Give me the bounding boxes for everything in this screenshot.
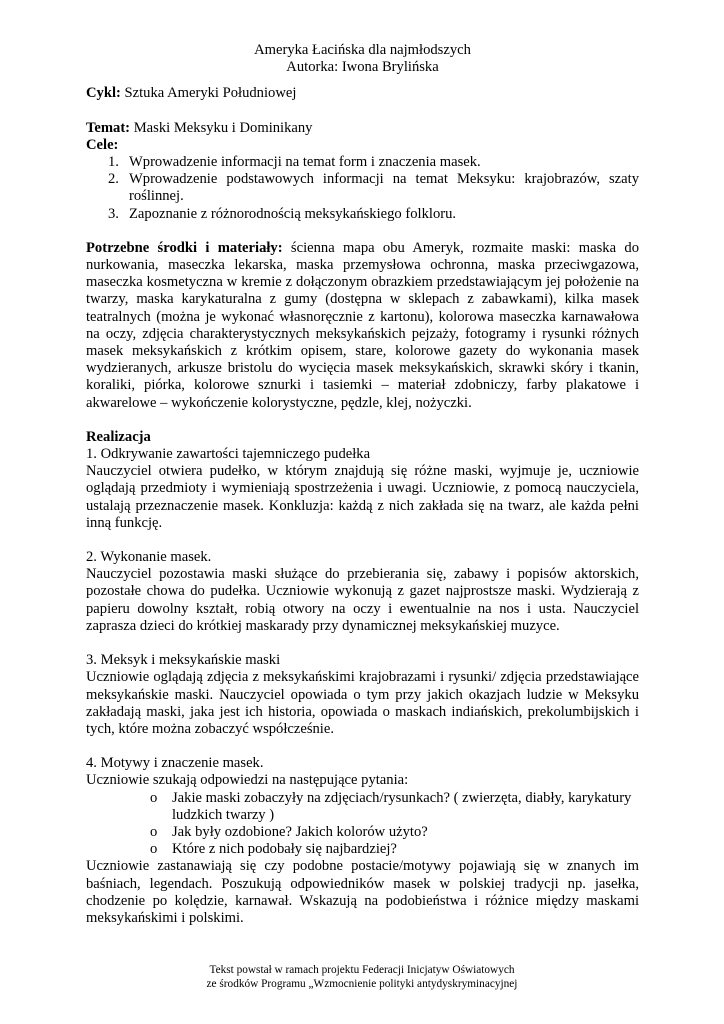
section-heading: 4. Motywy i znaczenie masek. — [86, 755, 264, 772]
materials-label: Potrzebne środki i materiały: — [86, 239, 283, 256]
footer-line: ze środków Programu „Wzmocnienie polityki antydyskryminacyjnej — [206, 978, 518, 990]
document-author: Autorka: Iwona Brylińska — [286, 59, 439, 76]
goal-item: 2. Wprowadzenie podstawowych informacji na temat Meksyku: krajobrazów, szaty roślinnej. — [108, 171, 639, 205]
questions-list — [86, 790, 639, 859]
section-intro: Uczniowie szukają odpowiedzi na następujące pytania: — [86, 772, 409, 789]
materials-text: ścienna mapa obu Ameryk, rozmaite maski: maska do nurkowania, maseczka lekarska, maska przemysłowa ochronna, maska przeciwgazowa, maseczka kosmetyczna w kremie z dołączonym obrazkiem przedstawiającym jej położenie na twarzy, maska karykaturalna z gumy (dostępna w sklepach z zabawkami), kilka masek teatralnych (można je wykonać własnoręcznie z kartonu), kolorowa maseczka karnawałowa na oczy, zdjęcia charakterystycznych meksykańskich pejzaży, fotogramy i rysunki różnych masek meksykańskich z krótkim opisem, stare, kolorowe gazety do wykonania masek wydzieranych, arkusze bristolu do wycięcia masek meksykańskich, skrawki skóry i tkanin, koraliki, piórka, kolorowe sznurki i tasiemki – materiał zdobniczy, farby plakatowe i akwarelowe – wykończenie kolorystyczne, pędzle, klej, nożyczki. — [86, 239, 639, 411]
section-heading: 1. Odkrywanie zawartości tajemniczego pudełka — [86, 446, 371, 463]
topic-line — [86, 120, 639, 137]
document-body — [86, 42, 639, 927]
bullet-icon: o — [150, 823, 158, 840]
realization-heading: Realizacja — [86, 428, 151, 445]
goals-heading: Cele: — [86, 136, 119, 153]
section-text: Nauczyciel pozostawia maski służące do przebierania się, zabawy i popisów aktorskich, pozostałe chowa do pudełka. Uczniowie wykonują z gazet najprostsze maski. Wydzierają z papieru dowolny kształt, robią otwory na oczy i ewentualnie na nos i usta. Nauczyciel zaprasza dzieci do krótkiej maskarady przy dynamicznej meksykańskiej muzyce. — [86, 566, 639, 634]
section-text: Nauczyciel otwiera pudełko, w którym znajdują się różne maski, wyjmuje je, uczniowie oglądają przedmioty i wymieniają spostrzeżenia i uwagi. Uczniowie, z pomocą nauczyciela, ustalają przeznaczenie masek. Konkluzja: każdą z nich zakłada się na twarz, ale każda pełni inną funkcję. — [86, 463, 639, 531]
goal-item: 3. Zapoznanie z różnorodnością meksykańskiego folkloru. — [108, 205, 457, 222]
section-heading: 2. Wykonanie masek. — [86, 549, 212, 566]
question-item: o Które z nich podobały się najbardziej? — [150, 841, 397, 858]
topic-value: Maski Meksyku i Dominikany — [130, 119, 313, 136]
document-title: Ameryka Łacińska dla najmłodszych — [254, 42, 471, 58]
goal-item: 1. Wprowadzenie informacji na temat form i znaczenia masek. — [108, 154, 481, 171]
section-heading: 3. Meksyk i meksykańskie maski — [86, 652, 281, 669]
question-item: o Jak były ozdobione? Jakich kolorów użyto? — [150, 823, 428, 840]
bullet-icon: o — [150, 841, 158, 858]
question-item: o Jakie maski zobaczyły na zdjęciach/rysunkach? ( zwierzęta, diabły, karykatury ludzkich twarzy ) — [150, 789, 632, 823]
section-text: Uczniowie oglądają zdjęcia z meksykańskimi krajobrazami i rysunki/ zdjęcia przedstawiające meksykańskie maski. Nauczyciel opowiada o tym przy jakich okazjach ludzie w Meksyku zakładają maski, jaka jest ich historia, opowiada o maskach indiańskich, prekolumbijskich i tych, które można zobaczyć współcześnie. — [86, 669, 639, 737]
cycle-label: Cykl: — [86, 85, 121, 102]
footer-line: Tekst powstał w ramach projektu Federacji Inicjatyw Oświatowych — [209, 964, 515, 976]
cycle-line — [86, 85, 639, 102]
page-footer — [0, 963, 724, 991]
cycle-value: Sztuka Ameryki Południowej — [120, 85, 297, 102]
bullet-icon: o — [150, 789, 158, 806]
section-text: Uczniowie zastanawiają się czy podobne postacie/motywy pojawiają się w znanych im baśniach, legendach. Poszukują odpowiedników masek w polskiej tradycji np. jasełka, chodzenie po kolędzie, karnawał. Wskazują na podobieństwa i różnice między maskami meksykańskimi i polskimi. — [86, 858, 639, 926]
goals-list — [86, 154, 639, 223]
topic-label: Temat: — [86, 119, 131, 136]
materials-paragraph — [86, 240, 639, 412]
